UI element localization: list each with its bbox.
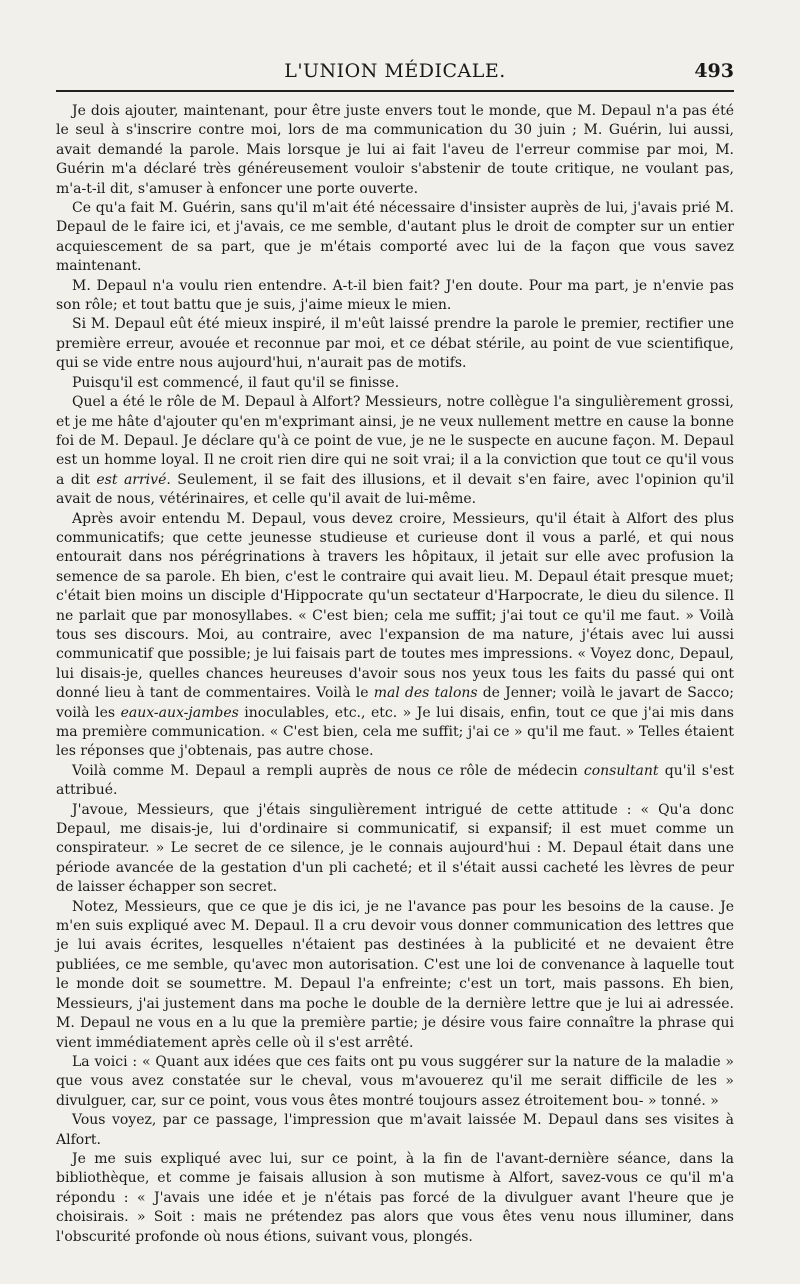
body-text [56,102,734,1247]
paragraph: Après avoir entendu M. Depaul, vous devez croire, Messieurs, qu'il était à Alfort des plus communicatifs; que cette jeunesse studieuse et curieuse dont il vous a parlé, et qui nous entourait dans nos pérégrinations à travers les hôpitaux, il jetait sur elle avec profusion la semence de sa parole. Eh bien, c'est le contraire qui avait lieu. M. Depaul était presque muet; c'était bien moins un disciple d'Hippocrate qu'un sectateur d'Harpocrate, le dieu du silence. Il ne parlait que par monosyllabes. « C'est bien; cela me suffit; j'ai tout ce qu'il me faut. » Voilà tous ses discours. Moi, au contraire, avec l'expansion de ma nature, j'étais avec lui aussi communicatif que possible; je lui faisais part de toutes mes impressions. « Voyez donc, Depaul, lui disais-je, quelles chances heureuses d'avoir sous nos yeux tous les faits du passé qui ont donné lieu à tant de commentaires. Voilà le mal des talons de Jenner; voilà le javart de Sacco; voilà les eaux-aux-jambes inoculables, etc., etc. » Je lui disais, enfin, tout ce que j'ai mis dans ma première communication. « C'est bien, cela me suffit; j'ai ce » qu'il me faut. » Telles étaient les réponses que j'obtenais, pas autre chose. [56,510,735,760]
paragraph: La voici : « Quant aux idées que ces faits ont pu vous suggérer sur la nature de la maladie » que vous avez constatée sur le cheval, vous m'avouerez qu'il me serait difficile de les » divulguer, car, sur ce point, vous vous êtes montré toujours assez étroitement bou- » tonné. » [56,1053,734,1109]
paragraph: M. Depaul n'a voulu rien entendre. A-t-il bien fait? J'en doute. Pour ma part, je n'envie pas son rôle; et tout battu que je suis, j'aime mieux le mien. [56,277,734,314]
paragraph: Vous voyez, par ce passage, l'impression que m'avait laissée M. Depaul dans ses visites à Alfort. [56,1112,734,1148]
paragraph: Quel a été le rôle de M. Depaul à Alfort? Messieurs, notre collègue l'a singulièrement grossi, et je me hâte d'ajouter qu'en m'exprimant ainsi, je ne veux nullement mettre en cause la bonne foi de M. Depaul. Je déclare qu'à ce point de vue, je ne le suspecte en aucune façon. M. Depaul est un homme loyal. Il ne croit rien dire qui ne soit vrai; il a la conviction que tout ce qu'il vous a dit est arrivé. Seulement, il se fait des illusions, et il devait s'en faire, avec l'opinion qu'il avait de nous, vétérinaires, et celle qu'il avait de lui-même. [56,394,735,508]
running-title: L'UNION MÉDICALE. [284,60,506,82]
paragraph: Je dois ajouter, maintenant, pour être juste envers tout le monde, que M. Depaul n'a pas été le seul à s'inscrire contre moi, lors de ma communication du 30 juin ; M. Guérin, lui aussi, avait demandé la parole. Mais lorsque je lui ai fait l'aveu de l'erreur commise par moi, M. Guérin m'a déclaré très généreusement vouloir s'abstenir de toute critique, ne voulant pas, m'a-t-il dit, s'amuser à enfoncer une porte ouverte. [56,103,734,197]
paragraph: J'avoue, Messieurs, que j'étais singulièrement intrigué de cette attitude : « Qu'a donc Depaul, me disais-je, lui d'ordinaire si communicatif, si expansif; il est muet comme un conspirateur. » Le secret de ce silence, je le connais aujourd'hui : M. Depaul était dans une période avancée de la gestation d'un pli cacheté; et il s'était aussi cacheté les lèvres de peur de laisser échapper son secret. [56,801,734,896]
paragraph: Si M. Depaul eût été mieux inspiré, il m'eût laissé prendre la parole le premier, rectifier une première erreur, avouée et reconnue par moi, et ce débat stérile, au point de vue scientifique, qui se vide entre nous aujourd'hui, n'aurait pas de motifs. [56,316,734,372]
paragraph: Notez, Messieurs, que ce que je dis ici, je ne l'avance pas pour les besoins de la cause. Je m'en suis expliqué avec M. Depaul. Il a cru devoir vous donner communication des lettres que je lui avais écrites, lesquelles n'étaient pas destinées à la publicité et ne devaient être publiées, ce me semble, qu'avec mon autorisation. C'est une loi de convenance à laquelle tout le monde doit se soumettre. M. Depaul l'a enfreinte; c'est un tort, mais passons. Eh bien, Messieurs, j'ai justement dans ma poche le double de la dernière lettre que je lui ai adressée. M. Depaul ne vous en a lu que la première partie; je désire vous faire connaître la phrase qui vient immédiatement après celle où il s'est arrêté. [56,898,734,1051]
header-rule [56,90,734,92]
paragraph: Ce qu'a fait M. Guérin, sans qu'il m'ait été nécessaire d'insister auprès de lui, j'avais prié M. Depaul de le faire ici, et j'avais, ce me semble, d'autant plus le droit de compter sur un entier acquiescement de sa part, que je m'étais comporté avec lui de la façon que vous savez maintenant. [56,200,734,275]
paragraph: Voilà comme M. Depaul a rempli auprès de nous ce rôle de médecin consultant qu'il s'est attribué. [56,762,734,799]
page-number: 493 [694,60,734,82]
paragraph: Puisqu'il est commencé, il faut qu'il se finisse. [72,374,400,391]
paragraph: Je me suis expliqué avec lui, sur ce point, à la fin de l'avant-dernière séance, dans la bibliothèque, et comme je faisais allusion à son mutisme à Alfort, savez-vous ce qu'il m'a répondu : « J'avais une idée et je n'étais pas forcé de la divulguer avant l'heure que je choisirais. » Soit : mais ne prétendez pas alors que vous êtes venu nous illuminer, dans l'obscurité profonde où nous étions, suivant vous, plongés. [56,1150,734,1245]
page-header [56,56,734,86]
